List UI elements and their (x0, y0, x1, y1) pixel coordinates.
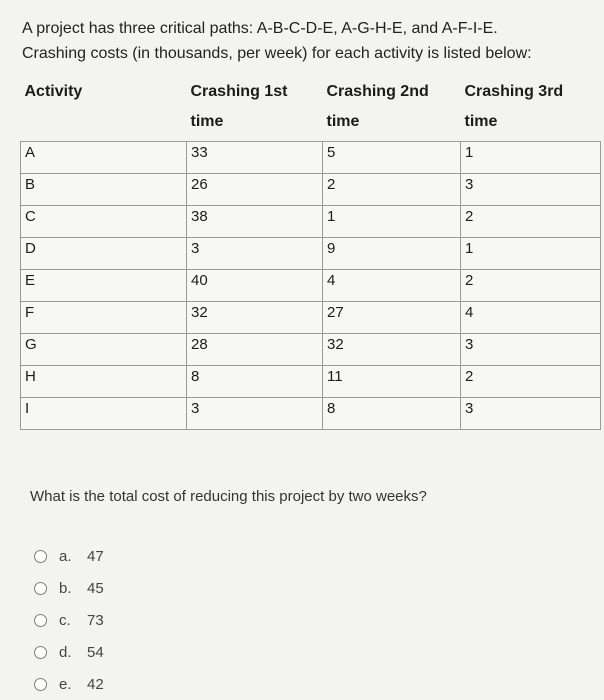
activity-cell: H (21, 366, 187, 398)
option-value: 54 (87, 643, 104, 661)
cost-cell: 1 (323, 206, 461, 238)
radio-button-d[interactable] (34, 646, 47, 659)
table-row (21, 174, 601, 206)
answer-option-c[interactable] (34, 604, 104, 636)
cost-cell: 11 (323, 366, 461, 398)
option-letter: a. (59, 547, 72, 565)
radio-button-a[interactable] (34, 550, 47, 563)
cost-cell: 3 (461, 174, 601, 206)
cost-cell: 3 (461, 334, 601, 366)
cost-cell: 32 (187, 302, 323, 334)
table-row (21, 398, 601, 430)
header-crashing-3rd: Crashing 3rd time (461, 75, 601, 142)
crashing-cost-table (20, 75, 601, 430)
activity-cell: E (21, 270, 187, 302)
activity-cell: B (21, 174, 187, 206)
table-header-row (21, 75, 601, 142)
activity-cell: I (21, 398, 187, 430)
activity-cell: D (21, 238, 187, 270)
cost-cell: 1 (461, 238, 601, 270)
header-activity: Activity (21, 75, 187, 142)
answer-option-b[interactable] (34, 572, 104, 604)
option-value: 42 (87, 675, 104, 693)
cost-cell: 3 (187, 238, 323, 270)
table-row (21, 142, 601, 174)
cost-cell: 8 (187, 366, 323, 398)
activity-cell: F (21, 302, 187, 334)
table-row (21, 270, 601, 302)
header-crashing-2nd: Crashing 2nd time (323, 75, 461, 142)
option-letter: b. (59, 579, 72, 597)
cost-cell: 4 (323, 270, 461, 302)
radio-button-e[interactable] (34, 678, 47, 691)
cost-cell: 33 (187, 142, 323, 174)
cost-cell: 2 (323, 174, 461, 206)
cost-cell: 8 (323, 398, 461, 430)
problem-statement (22, 16, 592, 66)
table-row (21, 366, 601, 398)
intro-line-2: Crashing costs (in thousands, per week) for each activity is listed below: (22, 45, 532, 62)
answer-option-e[interactable] (34, 668, 104, 700)
header-crashing-1st: Crashing 1st time (187, 75, 323, 142)
cost-cell: 38 (187, 206, 323, 238)
cost-cell: 27 (323, 302, 461, 334)
answer-option-a[interactable] (34, 540, 104, 572)
option-letter: e. (59, 675, 72, 693)
activity-cell: G (21, 334, 187, 366)
cost-cell: 1 (461, 142, 601, 174)
option-value: 45 (87, 579, 104, 597)
cost-cell: 28 (187, 334, 323, 366)
activity-cell: C (21, 206, 187, 238)
cost-cell: 2 (461, 206, 601, 238)
cost-cell: 3 (461, 398, 601, 430)
radio-button-b[interactable] (34, 582, 47, 595)
activity-cell: A (21, 142, 187, 174)
cost-cell: 3 (187, 398, 323, 430)
table-row (21, 206, 601, 238)
table-row (21, 334, 601, 366)
cost-cell: 40 (187, 270, 323, 302)
cost-cell: 5 (323, 142, 461, 174)
option-value: 73 (87, 611, 104, 629)
intro-line-1: A project has three critical paths: A-B-C-D-E, A-G-H-E, and A-F-I-E. (22, 20, 498, 37)
table-row (21, 302, 601, 334)
cost-cell: 2 (461, 270, 601, 302)
answer-options (34, 540, 104, 700)
answer-option-d[interactable] (34, 636, 104, 668)
question-text: What is the total cost of reducing this project by two weeks? (30, 488, 427, 505)
option-letter: d. (59, 643, 72, 661)
cost-cell: 26 (187, 174, 323, 206)
cost-cell: 2 (461, 366, 601, 398)
option-letter: c. (59, 611, 71, 629)
cost-cell: 32 (323, 334, 461, 366)
radio-button-c[interactable] (34, 614, 47, 627)
option-value: 47 (87, 547, 104, 565)
cost-cell: 9 (323, 238, 461, 270)
cost-cell: 4 (461, 302, 601, 334)
table-row (21, 238, 601, 270)
